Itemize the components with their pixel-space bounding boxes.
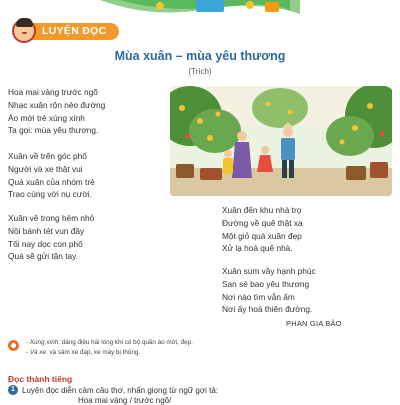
- poem-line: Quà xuân của nhóm trẻ: [8, 176, 95, 187]
- note-item: - Xúng xính: dáng điệu hài lòng khi có bộ quần áo mới, đẹp.: [26, 339, 193, 346]
- poem-author: PHAN GIA BẢO: [286, 319, 342, 328]
- poem-line: Xuân đến khu nhà trọ: [222, 205, 302, 215]
- note-definition: : dáng điệu hài lòng khi có bộ quần áo mới, đẹp.: [58, 339, 193, 346]
- poem-line: Quà sẽ gửi tận tay.: [8, 251, 78, 262]
- poem-line: Đường về quê thật xa: [222, 217, 303, 228]
- spring-market-illustration: [170, 86, 392, 196]
- poem-stanza-4: [222, 204, 303, 255]
- poem-line: Áo mới trẻ xúng xính: [8, 112, 85, 123]
- note-item: - Và xe: và sâm xe đạp, xe máy bị thủng.: [26, 349, 141, 356]
- poem-line: Người và xe thật vui: [8, 163, 83, 174]
- practice-instruction-row: [8, 385, 218, 395]
- section-header: [12, 18, 119, 44]
- poem-line: Nơi nào tìm vẫn ấm: [222, 291, 295, 302]
- note-term: Và xe: [29, 349, 46, 356]
- poem-stanza-5: [222, 265, 316, 316]
- poem-line: Trao cùng với nụ cười.: [8, 189, 92, 200]
- poem-subtitle: (Trích): [188, 67, 212, 76]
- poem-line: Ta gọi: mùa yêu thương.: [8, 125, 99, 136]
- poem-line: Nhạc xuân rộn nẻo đường: [8, 99, 106, 110]
- poem-stanza-1: [8, 86, 105, 137]
- poem-line: Xuân về trên góc phố: [8, 151, 87, 161]
- poem-line: Xử lạ hoá quê nhà.: [222, 243, 293, 254]
- poem-stanza-2: [8, 150, 95, 201]
- poem-line: Xuân sum vầy hạnh phúc: [222, 266, 316, 276]
- poem-line: San sẻ bao yêu thương: [222, 278, 310, 289]
- poem-line: Nơi ấy hoá thiên đường.: [222, 304, 313, 315]
- section-label: LUYỆN ĐỌC: [32, 23, 119, 40]
- poem-line: Nồi bánh tét vun đầy: [8, 225, 85, 236]
- poem-stanza-3: [8, 212, 94, 263]
- note-bullet-icon: [8, 340, 19, 351]
- poem-line: Tối nay dọc con phố: [8, 238, 83, 249]
- practice-instruction: Luyện đọc diễn cảm câu thơ, nhấn giọng từ ngữ gợi tả:: [22, 385, 218, 395]
- practice-heading: Đọc thành tiếng: [8, 374, 73, 384]
- mascot-avatar-icon: [12, 19, 36, 43]
- note-term: Xúng xính: [29, 339, 59, 346]
- note-definition: : và sâm xe đạp, xe máy bị thủng.: [45, 349, 141, 356]
- poem-line: Hoa mai vàng trước ngõ: [8, 87, 98, 97]
- exercise-number-badge: 1: [8, 385, 18, 395]
- poem-title: Mùa xuân – mùa yêu thương: [114, 49, 286, 63]
- practice-example: Hoa mai vàng / trước ngõ/: [78, 396, 172, 405]
- poem-line: Một giỏ quà xuân đẹp: [222, 230, 302, 241]
- poem-line: Xuân về trong hẻm nhỏ: [8, 213, 95, 223]
